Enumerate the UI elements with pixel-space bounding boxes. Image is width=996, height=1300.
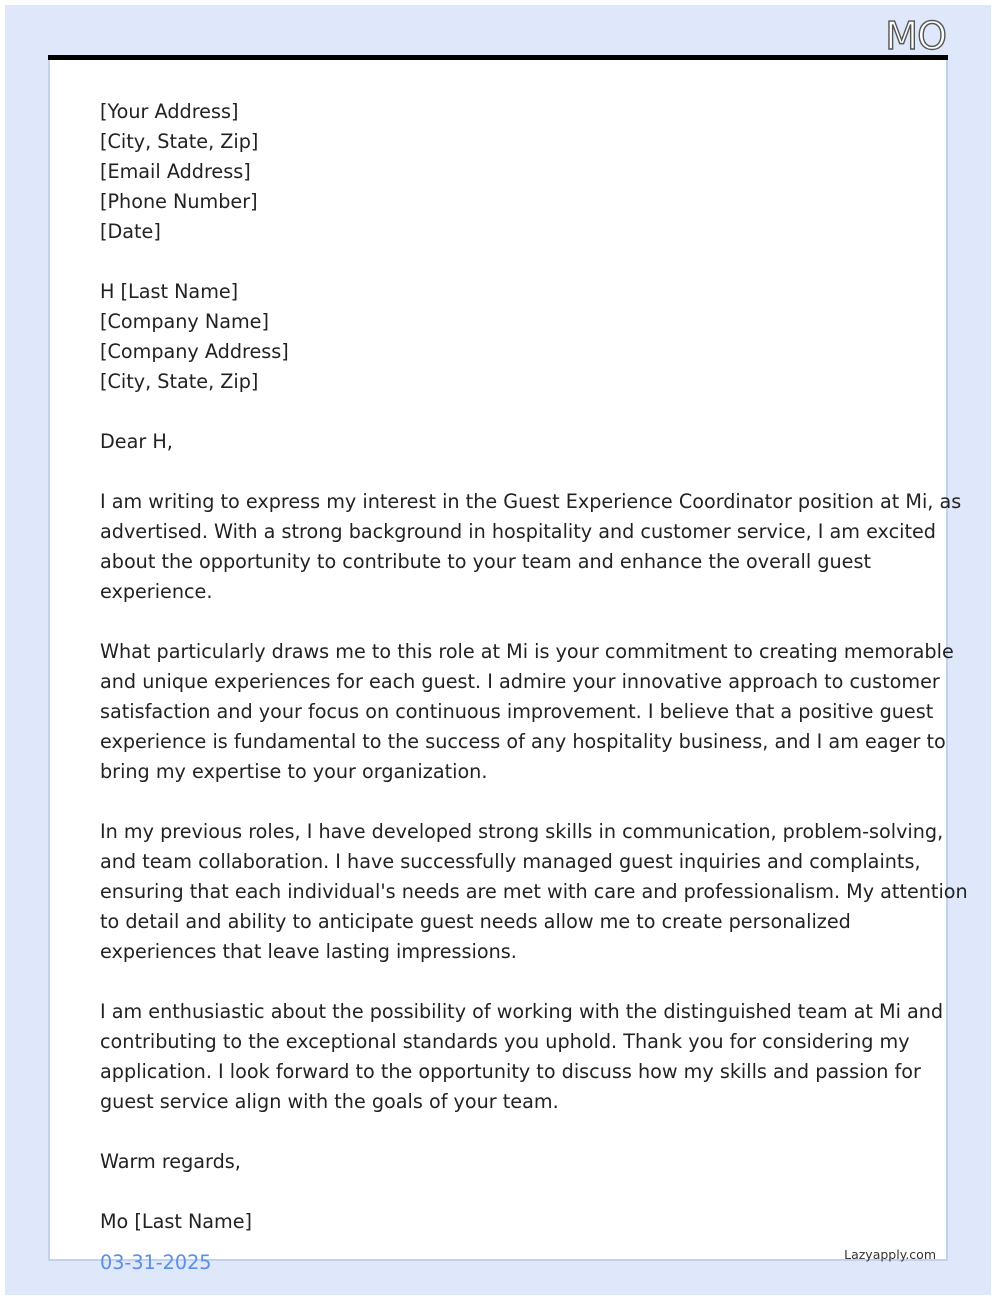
closing: Warm regards, <box>100 1150 241 1173</box>
paragraph-line: satisfaction and your focus on continuous improvement. I believe that a positive guest <box>100 700 934 723</box>
paragraph-line: What particularly draws me to this role at Mi is your commitment to creating memorable <box>100 640 954 663</box>
paragraph-line: I am enthusiastic about the possibility of working with the distinguished team at Mi and <box>100 1000 944 1023</box>
paragraph-line: and unique experiences for each guest. I admire your innovative approach to customer <box>100 670 940 693</box>
paragraph-line: contributing to the exceptional standards you uphold. Thank you for considering my <box>100 1030 910 1053</box>
paragraph-line: and team collaboration. I have successfully managed guest inquiries and complaints, <box>100 850 921 873</box>
paragraph-line: application. I look forward to the opportunity to discuss how my skills and passion for <box>100 1060 921 1083</box>
paragraph-line: experience is fundamental to the success of any hospitality business, and I am eager to <box>100 730 946 753</box>
recipient-city-state-zip: [City, State, Zip] <box>100 370 259 393</box>
paragraph-line: advertised. With a strong background in hospitality and customer service, I am excited <box>100 520 936 543</box>
sender-phone: [Phone Number] <box>100 190 258 213</box>
paragraph-line: In my previous roles, I have developed strong skills in communication, problem-solving, <box>100 820 944 843</box>
paragraph-line: ensuring that each individual's needs are met with care and professionalism. My attention <box>100 880 968 903</box>
sender-city-state-zip: [City, State, Zip] <box>100 130 259 153</box>
paragraph-line: to detail and ability to anticipate guest needs allow me to create personalized <box>100 910 851 933</box>
brand-link[interactable]: Lazyapply.com <box>844 1247 936 1262</box>
paragraph-line: experience. <box>100 580 213 603</box>
header-rule <box>48 55 948 60</box>
letter-body <box>100 97 968 1237</box>
monogram: MO <box>885 14 946 58</box>
sender-date: [Date] <box>100 220 161 243</box>
paragraph-3 <box>100 817 968 967</box>
paragraph-line: I am writing to express my interest in the Guest Experience Coordinator position at Mi, as <box>100 490 962 513</box>
paragraph-1 <box>100 487 962 607</box>
paragraph-line: guest service align with the goals of your team. <box>100 1090 559 1113</box>
recipient-name: H [Last Name] <box>100 280 239 303</box>
paragraph-line: bring my expertise to your organization. <box>100 760 488 783</box>
recipient-company: [Company Name] <box>100 310 269 333</box>
recipient-block <box>100 277 900 397</box>
paragraph-line: experiences that leave lasting impressions. <box>100 940 517 963</box>
footer-date: 03-31-2025 <box>100 1251 212 1274</box>
signature: Mo [Last Name] <box>100 1210 253 1233</box>
paragraph-4 <box>100 997 944 1117</box>
sender-email: [Email Address] <box>100 160 251 183</box>
recipient-company-address: [Company Address] <box>100 340 289 363</box>
sender-address: [Your Address] <box>100 100 239 123</box>
sender-block <box>100 97 900 247</box>
paragraph-line: about the opportunity to contribute to your team and enhance the overall guest <box>100 550 871 573</box>
paragraph-2 <box>100 637 954 787</box>
salutation: Dear H, <box>100 430 173 453</box>
